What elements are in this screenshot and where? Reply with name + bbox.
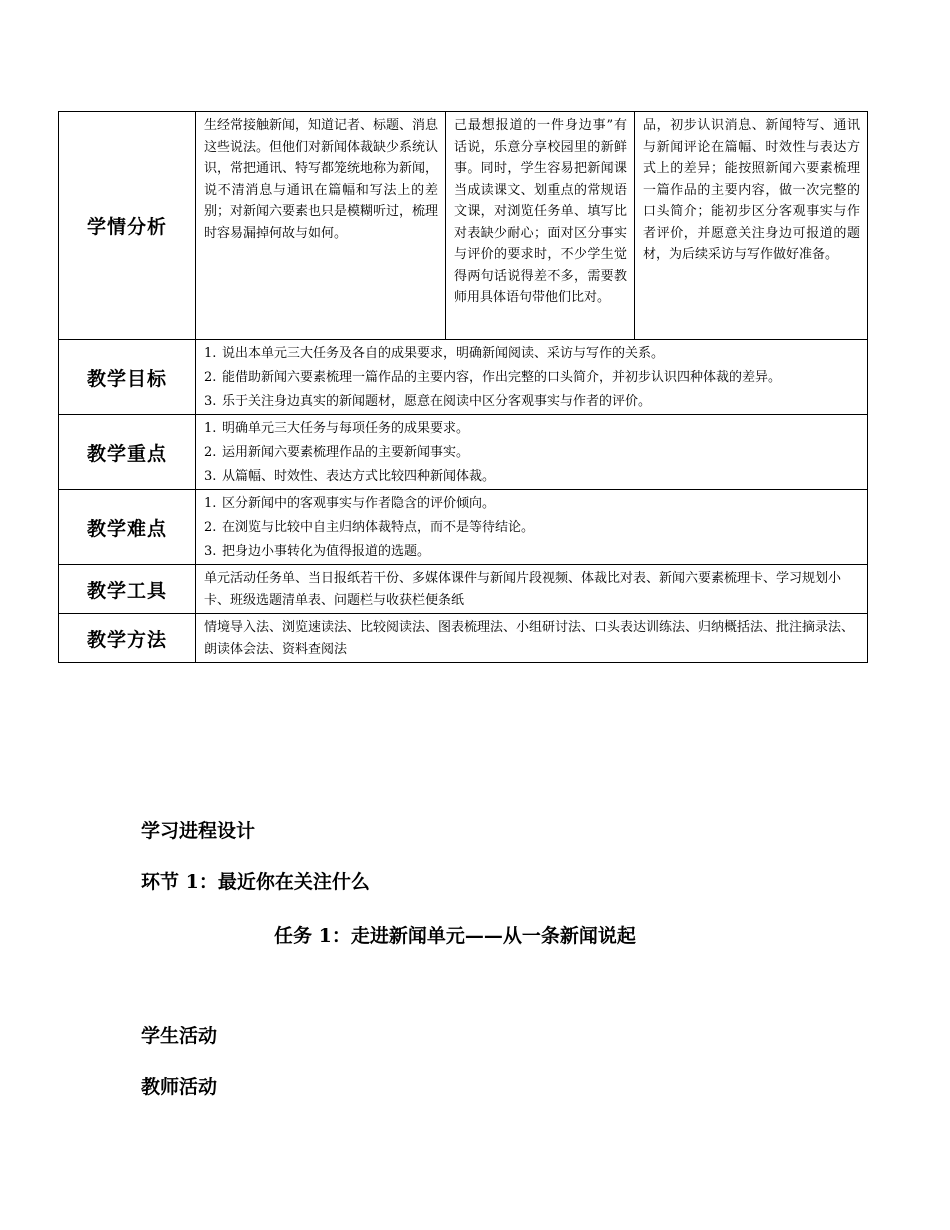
row-student-analysis [59,112,868,340]
label-teaching-focus: 教学重点 [59,415,196,490]
list-item: 1. 明确单元三大任务与每项任务的成果要求。 [204,421,470,436]
analysis-col-2: 己最想报道的一件身边事”有话说，乐意分享校园里的新鲜事。同时，学生容易把新闻课当成读课文、划重点的常规语文课，对浏览任务单、填写比对表缺少耐心；面对区分事实与评价的要求时，不少学生觉得两句话说得差不多，需要教师用具体语句带他们比对。 [446,112,635,340]
tools-cell: 单元活动任务单、当日报纸若干份、多媒体课件与新闻片段视频、体裁比对表、新闻六要素梳理卡、学习规划小卡、班级选题清单表、问题栏与收获栏便条纸 [196,565,868,614]
heading-teacher-activity: 教师活动 [141,1076,218,1098]
heading-stage-1: 环节 1：最近你在关注什么 [141,871,370,893]
list-item: 2. 在浏览与比较中自主归纳体裁特点，而不是等待结论。 [204,520,535,535]
list-item: 2. 能借助新闻六要素梳理一篇作品的主要内容，作出完整的口头简介，并初步认识四种体裁的差异。 [204,370,782,385]
goals-list [196,340,868,415]
analysis-col-1: 生经常接触新闻，知道记者、标题、消息这些说法。但他们对新闻体裁缺少系统认识，常把通讯、特写都笼统地称为新闻，说不清消息与通讯在篇幅和写法上的差别；对新闻六要素也只是模糊听过，梳理时容易漏掉何故与如何。 [196,112,446,340]
row-teaching-methods [59,614,868,663]
label-student-analysis: 学情分析 [59,112,196,340]
focus-list [196,415,868,490]
row-teaching-tools [59,565,868,614]
row-teaching-goals [59,340,868,415]
heading-task-1: 任务 1：走进新闻单元——从一条新闻说起 [274,925,636,947]
label-teaching-difficulty: 教学难点 [59,490,196,565]
list-item: 2. 运用新闻六要素梳理作品的主要新闻事实。 [204,445,470,460]
row-teaching-difficulty [59,490,868,565]
label-teaching-goals: 教学目标 [59,340,196,415]
row-teaching-focus [59,415,868,490]
list-item: 3. 乐于关注身边真实的新闻题材，愿意在阅读中区分客观事实与作者的评价。 [204,394,652,409]
analysis-col-3: 品，初步认识消息、新闻特写、通讯与新闻评论在篇幅、时效性与表达方式上的差异；能按照新闻六要素梳理一篇作品的主要内容，做一次完整的口头简介；能初步区分客观事实与作者评价，并愿意关注身边可报道的题材，为后续采访与写作做好准备。 [635,112,868,340]
heading-learning-process: 学习进程设计 [141,820,256,842]
list-item: 3. 把身边小事转化为值得报道的选题。 [204,544,431,559]
methods-cell: 情境导入法、浏览速读法、比较阅读法、图表梳理法、小组研讨法、口头表达训练法、归纳概括法、批注摘录法、朗读体会法、资料查阅法 [196,614,868,663]
heading-student-activity: 学生活动 [141,1025,218,1047]
list-item: 3. 从篇幅、时效性、表达方式比较四种新闻体裁。 [204,469,496,484]
list-item: 1. 区分新闻中的客观事实与作者隐含的评价倾向。 [204,496,496,511]
lesson-plan-table [58,111,868,663]
difficulty-list [196,490,868,565]
label-teaching-tools: 教学工具 [59,565,196,614]
label-teaching-methods: 教学方法 [59,614,196,663]
list-item: 1. 说出本单元三大任务及各自的成果要求，明确新闻阅读、采访与写作的关系。 [204,346,665,361]
